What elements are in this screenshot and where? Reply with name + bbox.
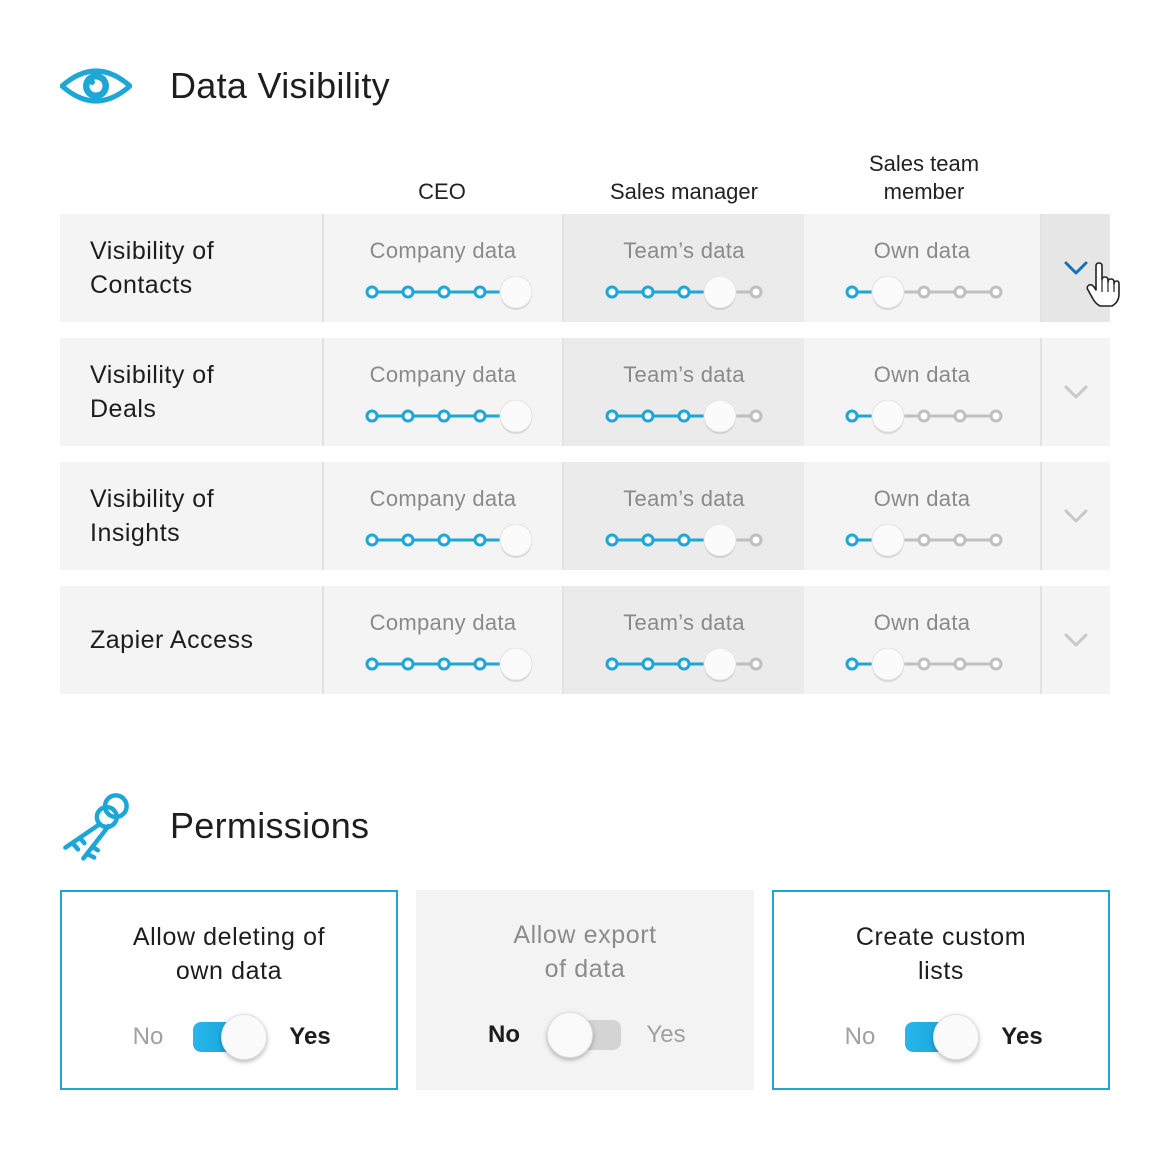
column-header-sales-manager: Sales manager xyxy=(610,179,758,204)
permission-card xyxy=(772,890,1110,1090)
slider-step-dot[interactable] xyxy=(991,287,1001,297)
visibility-level-title: Own data xyxy=(873,238,971,263)
slider-step-dot[interactable] xyxy=(403,659,413,669)
visibility-level-title: Company data xyxy=(369,362,517,387)
slider-step-dot[interactable] xyxy=(847,287,857,297)
visibility-level-title: Own data xyxy=(873,610,971,635)
visibility-level-title: Team’s data xyxy=(623,362,745,387)
visibility-slider[interactable] xyxy=(564,400,804,436)
toggle-no-label[interactable]: No xyxy=(132,1023,164,1050)
permission-label-text: Allow deleting of own data xyxy=(132,923,326,985)
slider-step-dot[interactable] xyxy=(475,411,485,421)
slider-step-dot[interactable] xyxy=(643,535,653,545)
row-label-cell xyxy=(60,462,324,570)
toggle-yes-label[interactable]: Yes xyxy=(289,1023,331,1050)
slider-step-dot[interactable] xyxy=(643,411,653,421)
row-expand-button[interactable] xyxy=(1042,214,1110,322)
visibility-row xyxy=(60,338,1110,446)
slider-step-dot[interactable] xyxy=(475,535,485,545)
slider-step-dot[interactable] xyxy=(607,287,617,297)
toggle-no-label[interactable]: No xyxy=(488,1021,520,1048)
permission-toggle-row xyxy=(62,1014,396,1060)
slider-step-dot[interactable] xyxy=(955,535,965,545)
toggle-knob[interactable] xyxy=(221,1014,267,1060)
slider-step-dot[interactable] xyxy=(439,535,449,545)
slider-step-dot[interactable] xyxy=(751,535,761,545)
slider-step-dot[interactable] xyxy=(991,411,1001,421)
permission-label xyxy=(416,918,754,986)
row-label: Zapier Access xyxy=(90,626,254,654)
slider-knob[interactable] xyxy=(872,524,904,556)
visibility-level-title: Company data xyxy=(369,610,517,635)
slider-step-dot[interactable] xyxy=(367,287,377,297)
slider-step-dot[interactable] xyxy=(439,659,449,669)
slider-step-dot[interactable] xyxy=(679,535,689,545)
data-visibility-header xyxy=(60,50,390,122)
slider-knob[interactable] xyxy=(704,400,736,432)
permission-card xyxy=(416,890,754,1090)
visibility-cell-sales-team-member xyxy=(804,214,1042,322)
slider-step-dot[interactable] xyxy=(919,659,929,669)
slider-step-dot[interactable] xyxy=(475,659,485,669)
permission-label xyxy=(774,920,1108,988)
toggle-knob[interactable] xyxy=(933,1014,979,1060)
section-title: Data Visibility xyxy=(170,65,390,106)
slider-step-dot[interactable] xyxy=(679,411,689,421)
visibility-slider[interactable] xyxy=(804,400,1044,436)
visibility-slider[interactable] xyxy=(324,276,564,312)
row-label: Visibility of Insights xyxy=(90,485,215,547)
slider-step-dot[interactable] xyxy=(955,659,965,669)
slider-step-dot[interactable] xyxy=(439,287,449,297)
slider-step-dot[interactable] xyxy=(847,535,857,545)
visibility-cell-sales-team-member xyxy=(804,338,1042,446)
permission-toggle-row xyxy=(774,1014,1108,1060)
slider-step-dot[interactable] xyxy=(955,287,965,297)
slider-step-dot[interactable] xyxy=(919,287,929,297)
visibility-slider[interactable] xyxy=(564,648,804,684)
permission-toggle-switch[interactable] xyxy=(549,1012,621,1058)
permission-card xyxy=(60,890,398,1090)
row-label: Visibility of Contacts xyxy=(90,237,215,299)
slider-step-dot[interactable] xyxy=(367,659,377,669)
slider-step-dot[interactable] xyxy=(991,535,1001,545)
eye-icon xyxy=(60,50,132,122)
visibility-cell-ceo xyxy=(324,586,562,694)
permission-label xyxy=(62,920,396,988)
slider-step-dot[interactable] xyxy=(439,411,449,421)
slider-step-dot[interactable] xyxy=(643,287,653,297)
slider-step-dot[interactable] xyxy=(751,659,761,669)
visibility-slider[interactable] xyxy=(564,276,804,312)
slider-step-dot[interactable] xyxy=(367,411,377,421)
row-expand-button[interactable] xyxy=(1042,586,1110,694)
visibility-cell-sales-manager xyxy=(562,214,806,322)
chevron-down-icon xyxy=(1063,508,1089,524)
column-header-ceo: CEO xyxy=(418,179,466,204)
visibility-slider[interactable] xyxy=(804,276,1044,312)
visibility-cell-ceo xyxy=(324,214,562,322)
visibility-cell-sales-manager xyxy=(562,338,806,446)
visibility-level-title: Company data xyxy=(369,238,517,263)
slider-knob[interactable] xyxy=(872,276,904,308)
visibility-slider[interactable] xyxy=(324,524,564,560)
row-label-cell xyxy=(60,586,324,694)
hand-cursor-icon xyxy=(1086,262,1120,308)
row-label-cell xyxy=(60,338,324,446)
slider-step-dot[interactable] xyxy=(991,659,1001,669)
slider-step-dot[interactable] xyxy=(847,411,857,421)
slider-knob[interactable] xyxy=(500,648,532,680)
permissions-header xyxy=(60,790,369,862)
visibility-cell-sales-team-member xyxy=(804,586,1042,694)
column-header-sales-team-member: Sales team member xyxy=(868,151,980,204)
visibility-cell-sales-manager xyxy=(562,586,806,694)
row-label: Visibility of Deals xyxy=(90,361,215,423)
slider-step-dot[interactable] xyxy=(403,411,413,421)
slider-knob[interactable] xyxy=(872,648,904,680)
visibility-slider[interactable] xyxy=(564,524,804,560)
visibility-slider[interactable] xyxy=(324,648,564,684)
slider-step-dot[interactable] xyxy=(607,535,617,545)
visibility-cell-ceo xyxy=(324,338,562,446)
permission-toggle-switch[interactable] xyxy=(193,1014,265,1060)
visibility-level-title: Team’s data xyxy=(623,238,745,263)
slider-step-dot[interactable] xyxy=(847,659,857,669)
chevron-down-icon xyxy=(1063,632,1089,648)
slider-step-dot[interactable] xyxy=(919,411,929,421)
slider-step-dot[interactable] xyxy=(403,287,413,297)
toggle-yes-label[interactable]: Yes xyxy=(1001,1023,1043,1050)
visibility-cell-ceo xyxy=(324,462,562,570)
visibility-row xyxy=(60,462,1110,570)
slider-knob[interactable] xyxy=(704,524,736,556)
slider-step-dot[interactable] xyxy=(679,659,689,669)
row-label-cell xyxy=(60,214,324,322)
slider-knob[interactable] xyxy=(704,648,736,680)
slider-step-dot[interactable] xyxy=(367,535,377,545)
visibility-level-title: Own data xyxy=(873,362,971,387)
visibility-cell-sales-manager xyxy=(562,462,806,570)
slider-step-dot[interactable] xyxy=(751,411,761,421)
visibility-slider[interactable] xyxy=(324,400,564,436)
slider-step-dot[interactable] xyxy=(403,535,413,545)
permission-label-text: Allow export of data xyxy=(513,921,657,983)
slider-knob[interactable] xyxy=(500,524,532,556)
visibility-row xyxy=(60,214,1110,322)
section-title: Permissions xyxy=(170,805,370,846)
toggle-yes-label[interactable]: Yes xyxy=(646,1021,686,1048)
slider-step-dot[interactable] xyxy=(475,287,485,297)
permission-label-text: Create custom lists xyxy=(855,923,1027,985)
slider-knob[interactable] xyxy=(500,276,532,308)
chevron-down-icon xyxy=(1063,384,1089,400)
visibility-level-title: Own data xyxy=(873,486,971,511)
row-expand-button[interactable] xyxy=(1042,338,1110,446)
slider-step-dot[interactable] xyxy=(751,287,761,297)
slider-knob[interactable] xyxy=(872,400,904,432)
slider-step-dot[interactable] xyxy=(607,659,617,669)
toggle-knob[interactable] xyxy=(547,1012,593,1058)
visibility-cell-sales-team-member xyxy=(804,462,1042,570)
visibility-row xyxy=(60,586,1110,694)
permission-toggle-row xyxy=(416,1012,754,1058)
slider-step-dot[interactable] xyxy=(919,535,929,545)
visibility-level-title: Company data xyxy=(369,486,517,511)
row-expand-button[interactable] xyxy=(1042,462,1110,570)
visibility-level-title: Team’s data xyxy=(623,610,745,635)
toggle-no-label[interactable]: No xyxy=(844,1023,876,1050)
visibility-slider[interactable] xyxy=(804,524,1044,560)
visibility-slider[interactable] xyxy=(804,648,1044,684)
slider-step-dot[interactable] xyxy=(643,659,653,669)
keys-icon xyxy=(60,790,132,862)
visibility-level-title: Team’s data xyxy=(623,486,745,511)
slider-step-dot[interactable] xyxy=(679,287,689,297)
slider-knob[interactable] xyxy=(704,276,736,308)
slider-knob[interactable] xyxy=(500,400,532,432)
slider-step-dot[interactable] xyxy=(955,411,965,421)
permission-toggle-switch[interactable] xyxy=(905,1014,977,1060)
slider-step-dot[interactable] xyxy=(607,411,617,421)
